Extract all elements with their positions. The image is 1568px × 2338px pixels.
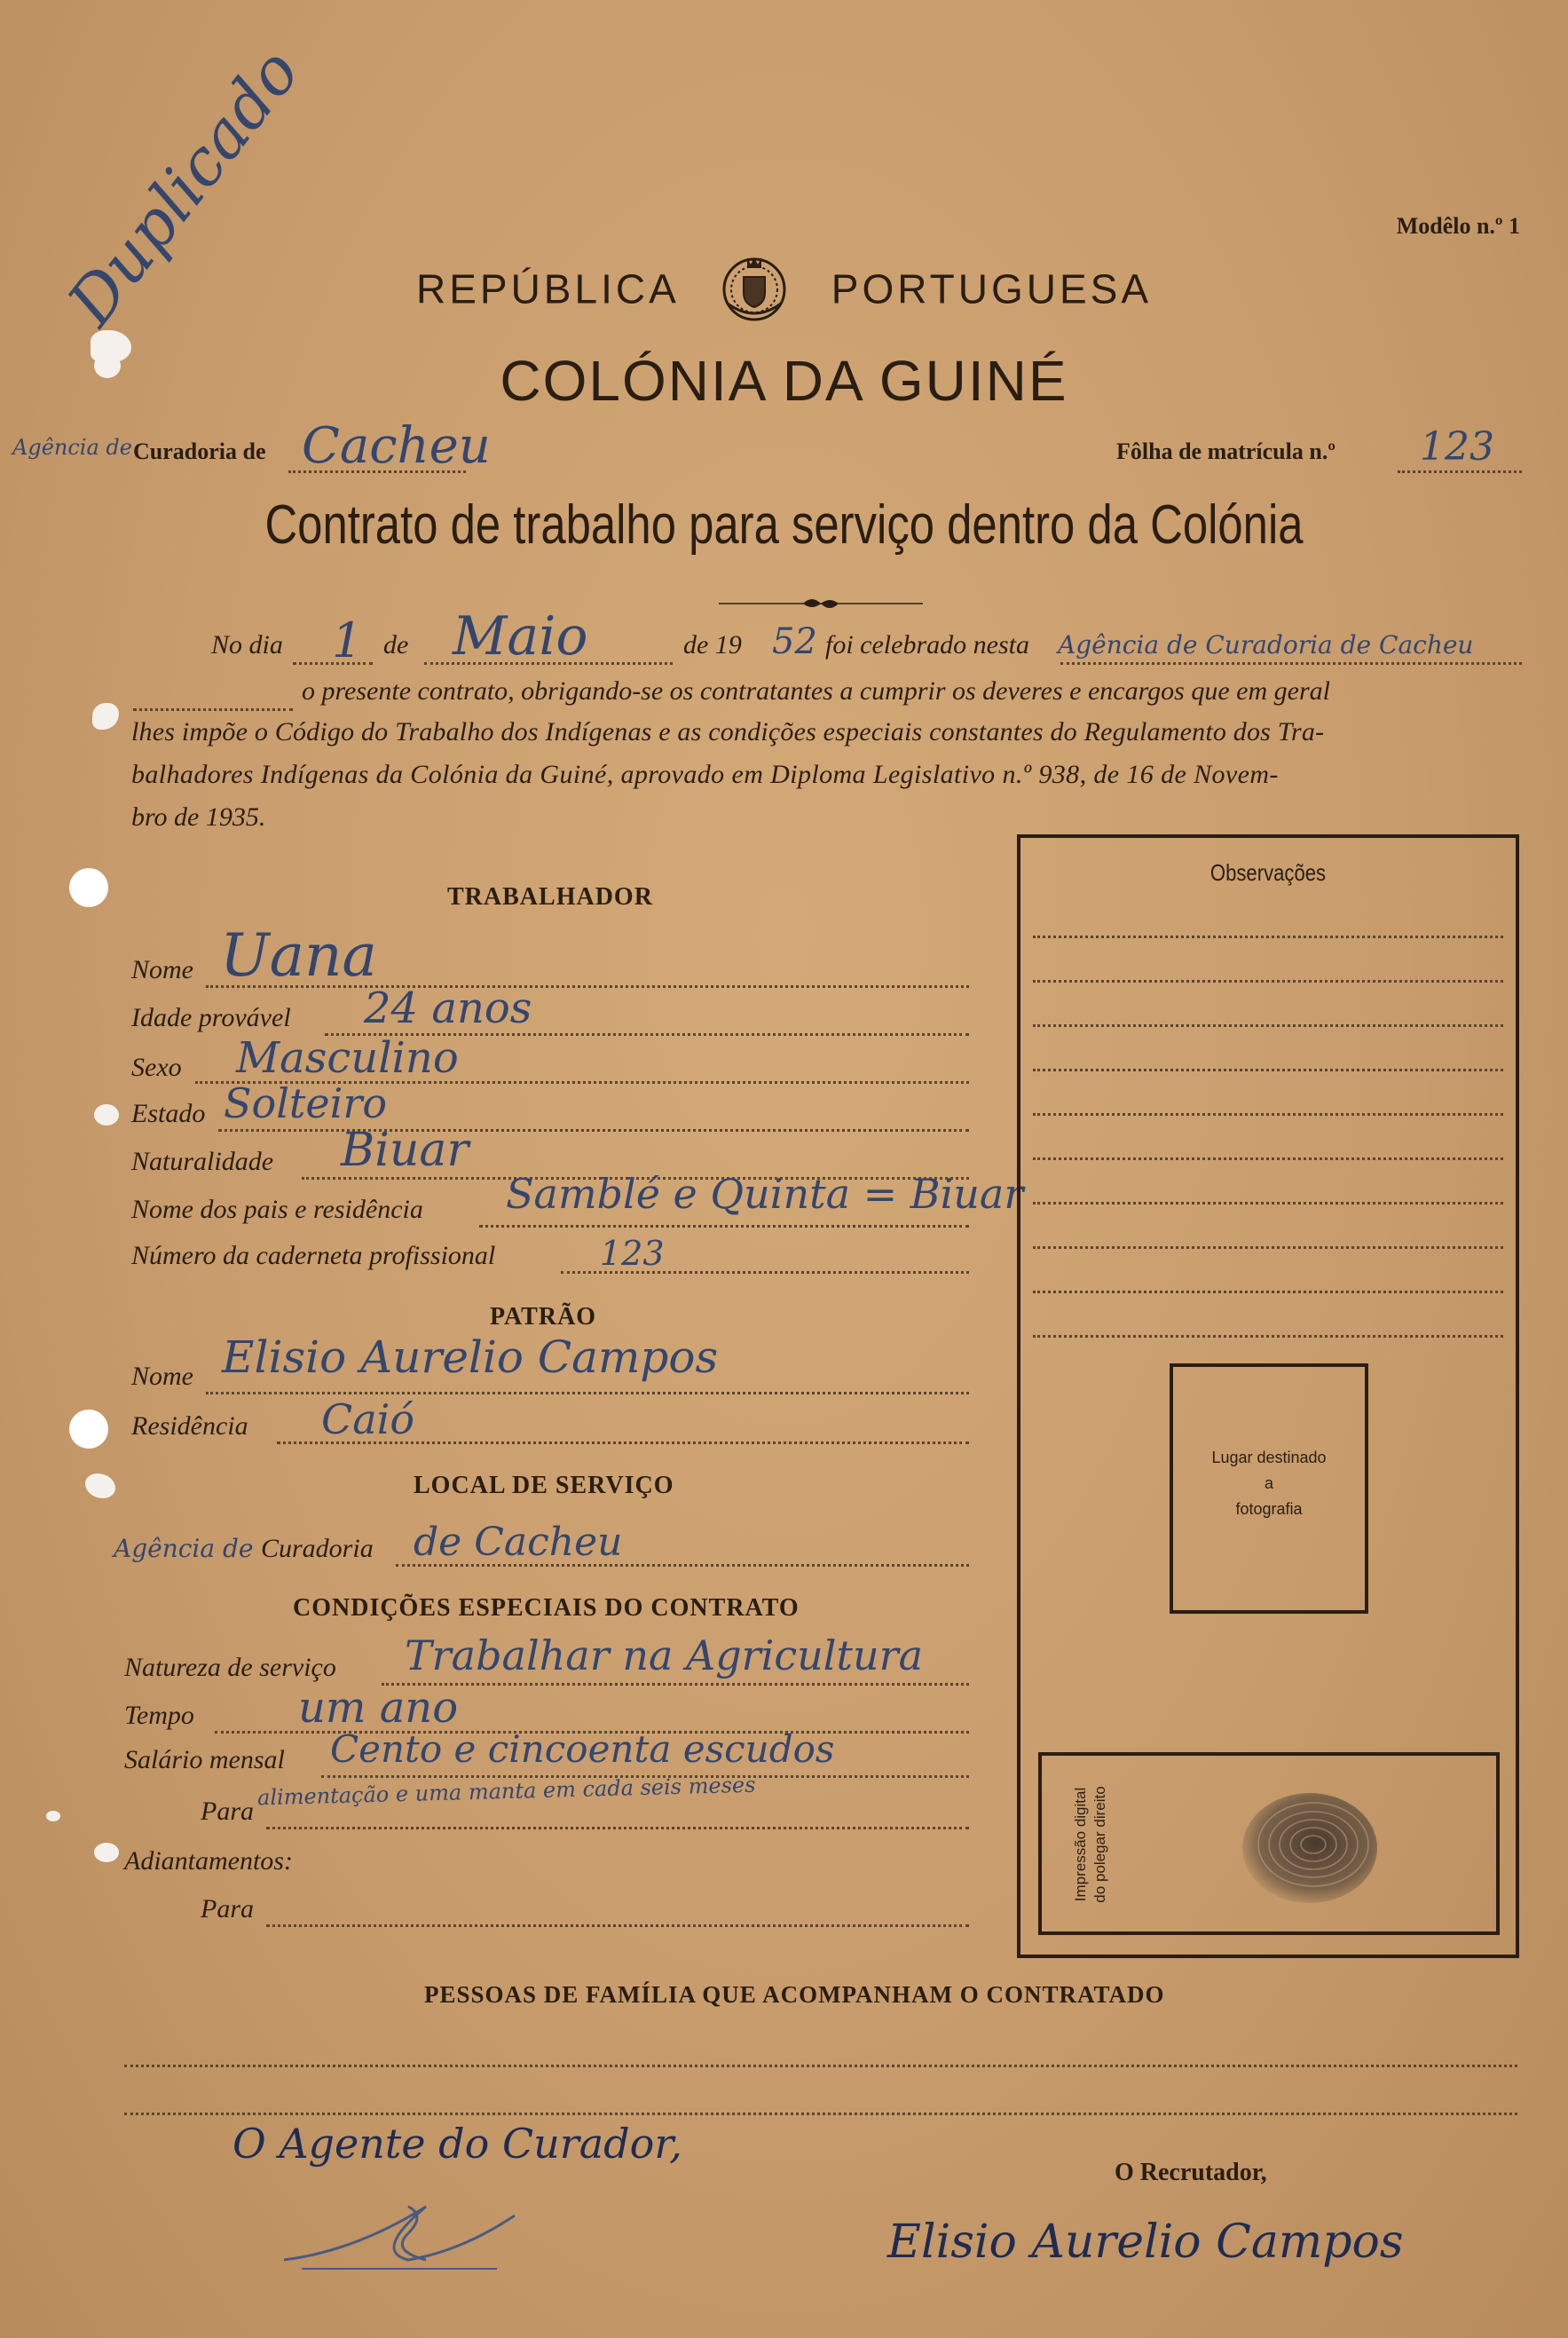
- idade-value: 24 anos: [364, 983, 532, 1033]
- intro-de: de: [383, 630, 409, 660]
- agente-signature-line: O Agente do Curador,: [232, 2120, 682, 2168]
- naturalidade-value: Biuar: [341, 1124, 469, 1177]
- intro-year-suffix: 52: [772, 621, 817, 662]
- thumbprint-box: [1038, 1752, 1500, 1935]
- paper-tear: [92, 703, 119, 730]
- obs-line: [1033, 1202, 1503, 1205]
- folha-label: Fôlha de matrícula n.º: [1116, 438, 1336, 464]
- para2-label: Para: [201, 1894, 254, 1923]
- duplicado-annotation: Duplicado: [53, 35, 314, 339]
- intro-celebrado: foi celebrado nesta: [825, 630, 1029, 660]
- colony-heading: COLÓNIA DA GUINÉ: [500, 349, 1068, 413]
- folha-dots: [1398, 470, 1522, 473]
- obs-line: [1033, 1291, 1503, 1293]
- local-servico-value: de Cacheu: [414, 1520, 623, 1565]
- observacoes-box: [1017, 834, 1519, 1958]
- thumbprint-icon: [1228, 1773, 1379, 1920]
- familia-dots-2: [124, 2113, 1517, 2115]
- patrao-nome-value: Elisio Aurelio Campos: [222, 1331, 719, 1383]
- obs-line: [1033, 936, 1503, 938]
- intro-year-prefix: de 19: [683, 630, 742, 660]
- local-dots: [1060, 662, 1522, 665]
- para1-dots: [266, 1827, 969, 1829]
- intro-day: 1: [332, 612, 363, 668]
- observacoes-heading: Observações: [1209, 859, 1327, 886]
- idade-label: Idade provável: [131, 1003, 291, 1032]
- obs-line: [1033, 1246, 1503, 1249]
- thumbprint-label-1: Impressão digital: [1072, 1787, 1089, 1902]
- intro-line5: bro de 1935.: [131, 802, 266, 832]
- folha-value: 123: [1420, 424, 1494, 470]
- model-number: Modêlo n.º 1: [1396, 213, 1520, 239]
- salario-extra: alimentação e uma manta em cada seis meses: [256, 1772, 756, 1811]
- punch-hole-top: [69, 868, 108, 907]
- republic-left-text: REPÚBLICA: [416, 265, 678, 312]
- tempo-value: um ano: [298, 1683, 459, 1733]
- nome-value: Uana: [220, 921, 377, 990]
- curadoria-label: Curadoria de: [133, 438, 266, 464]
- familia-dots-1: [124, 2065, 1517, 2067]
- salario-value: Cento e cincoenta escudos: [330, 1727, 835, 1771]
- residencia-label: Residência: [131, 1411, 248, 1441]
- paper-tear: [85, 1473, 115, 1498]
- sexo-label: Sexo: [131, 1053, 182, 1082]
- pais-dots: [479, 1225, 969, 1228]
- adiantamentos-label: Adiantamentos:: [124, 1846, 293, 1876]
- photo-line-1: Lugar destinado: [1211, 1449, 1327, 1466]
- obs-line: [1033, 1157, 1503, 1160]
- line2-dots: [133, 708, 293, 711]
- trabalhador-heading: TRABALHADOR: [447, 883, 653, 911]
- caderneta-value: 123: [600, 1234, 665, 1273]
- photo-box: [1170, 1363, 1368, 1614]
- republic-right-text: PORTUGUESA: [831, 265, 1152, 312]
- curadoria-value: Cacheu: [302, 417, 491, 475]
- obs-line: [1033, 1113, 1503, 1116]
- intro-line3: lhes impõe o Código do Trabalho dos Indígenas e as condições especiais constantes do Regulamento dos Tra-: [131, 717, 1325, 746]
- obs-line: [1033, 1024, 1503, 1027]
- sexo-value: Masculino: [236, 1033, 459, 1083]
- tempo-label: Tempo: [124, 1701, 194, 1730]
- para1-label: Para: [201, 1797, 254, 1826]
- intro-no-dia: No dia: [211, 630, 283, 660]
- patrao-nome-label: Nome: [131, 1362, 193, 1391]
- obs-line: [1033, 1335, 1503, 1338]
- para2-dots: [266, 1924, 969, 1927]
- salario-label: Salário mensal: [124, 1745, 285, 1774]
- obs-line: [1033, 980, 1503, 983]
- photo-line-3: fotografia: [1235, 1500, 1303, 1518]
- pais-label: Nome dos pais e residência: [131, 1195, 423, 1224]
- intro-line4: balhadores Indígenas da Colónia da Guiné, aprovado em Diploma Legislativo n.º 938, de 16 de Novem-: [131, 760, 1279, 789]
- local-servico-prefix: Agência de: [114, 1534, 254, 1563]
- recrutador-label: O Recrutador,: [1115, 2159, 1267, 2186]
- curadoria-prefix-hand: Agência de: [12, 435, 132, 460]
- residencia-value: Caió: [321, 1395, 415, 1443]
- natureza-value: Trabalhar na Agricultura: [405, 1631, 924, 1679]
- agente-signature-scribble: [266, 2180, 559, 2282]
- coat-of-arms-icon: [717, 250, 792, 335]
- ornament-divider: [719, 593, 923, 619]
- pais-value: Samblé e Quinta = Biuar: [506, 1170, 1024, 1218]
- intro-month: Maio: [453, 605, 588, 667]
- paper-tear: [94, 1843, 119, 1862]
- natureza-label: Natureza de serviço: [124, 1653, 336, 1682]
- estado-dots: [218, 1129, 969, 1132]
- punch-hole-bottom: [69, 1410, 108, 1449]
- estado-label: Estado: [131, 1099, 206, 1128]
- patrao-nome-dots: [206, 1392, 969, 1394]
- paper-tear: [46, 1811, 60, 1821]
- republic-heading: [0, 250, 1568, 335]
- estado-value: Solteiro: [224, 1079, 388, 1127]
- intro-local: Agência de Curadoria de Cacheu: [1058, 630, 1474, 660]
- obs-line: [1033, 1069, 1503, 1071]
- caderneta-label: Número da caderneta profissional: [131, 1241, 496, 1270]
- paper-tear: [94, 1104, 119, 1126]
- thumbprint-label-2: do polegar direito: [1091, 1786, 1108, 1903]
- local-servico-heading: LOCAL DE SERVIÇO: [414, 1472, 674, 1499]
- intro-line2: o presente contrato, obrigando-se os contratantes a cumprir os deveres e encargos que em geral: [302, 676, 1330, 706]
- contract-title: Contrato de trabalho para serviço dentro da Colónia: [264, 494, 1304, 556]
- local-servico-label: Curadoria: [261, 1534, 374, 1563]
- nome-label: Nome: [131, 955, 193, 984]
- familia-heading: PESSOAS DE FAMÍLIA QUE ACOMPANHAM O CONTRATADO: [424, 1981, 1165, 2008]
- naturalidade-label: Naturalidade: [131, 1147, 274, 1176]
- photo-line-2: a: [1264, 1474, 1273, 1492]
- natureza-dots: [382, 1683, 969, 1686]
- patrao-heading: PATRÃO: [490, 1303, 597, 1331]
- recrutador-signature: Elisio Aurelio Campos: [887, 2216, 1404, 2269]
- condicoes-heading: CONDIÇÕES ESPECIAIS DO CONTRATO: [293, 1594, 800, 1622]
